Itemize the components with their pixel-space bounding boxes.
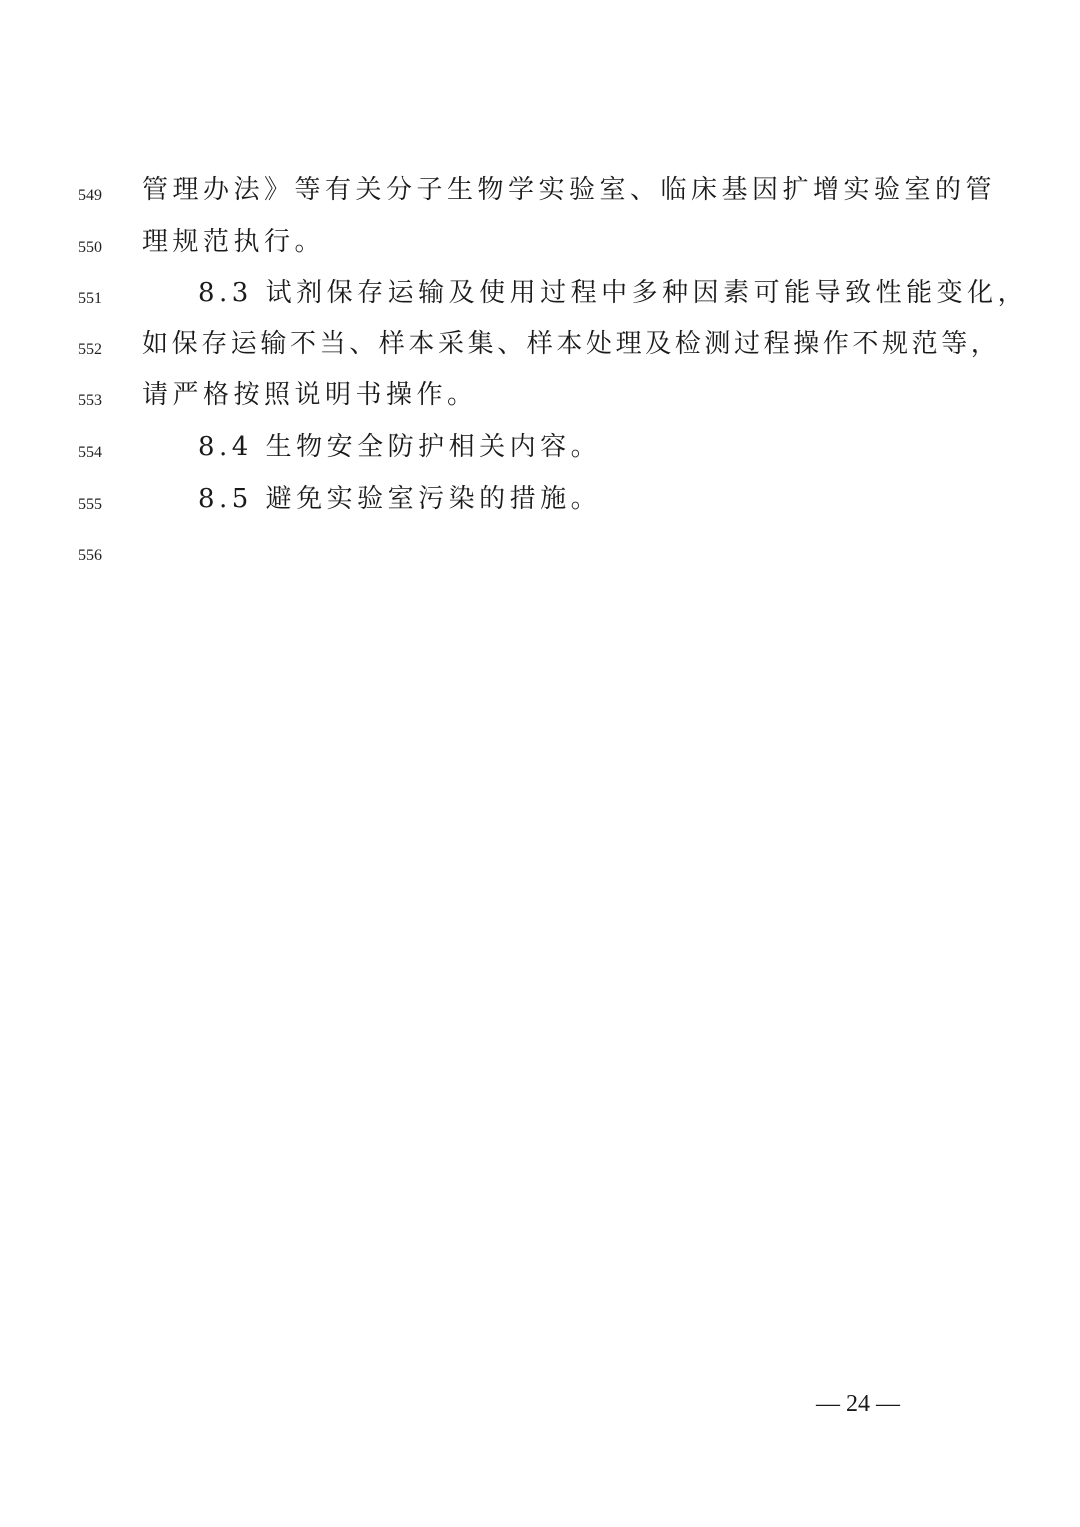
- line-number: 553: [78, 392, 102, 409]
- line-text: 如保存运输不当、样本采集、样本处理及检测过程操作不规范等，: [142, 329, 1001, 359]
- line-text: 8.5 避免实验室污染的措施。: [198, 484, 602, 514]
- page-number: — 24 —: [816, 1391, 900, 1417]
- text-line-555: [0, 479, 1080, 519]
- line-number: 556: [78, 547, 102, 564]
- line-text: 理规范执行。: [142, 227, 326, 257]
- text-line-551: [0, 273, 1080, 313]
- line-text: 8.4 生物安全防护相关内容。: [198, 432, 602, 462]
- line-number: 555: [78, 496, 102, 513]
- line-text: 8.3 试剂保存运输及使用过程中多种因素可能导致性能变化，: [198, 278, 1029, 308]
- text-line-553: [0, 375, 1080, 415]
- line-number: 550: [78, 239, 102, 256]
- text-line-556: [0, 530, 1080, 570]
- line-text: 请严格按照说明书操作。: [142, 380, 478, 410]
- line-number: 552: [78, 341, 102, 358]
- text-line-550: [0, 222, 1080, 262]
- line-number: 549: [78, 187, 102, 204]
- line-number: 551: [78, 290, 102, 307]
- text-line-552: [0, 324, 1080, 364]
- line-text: 管理办法》等有关分子生物学实验室、临床基因扩增实验室的管: [142, 175, 997, 205]
- text-line-554: [0, 427, 1080, 467]
- text-line-549: [0, 170, 1080, 210]
- line-number: 554: [78, 444, 102, 461]
